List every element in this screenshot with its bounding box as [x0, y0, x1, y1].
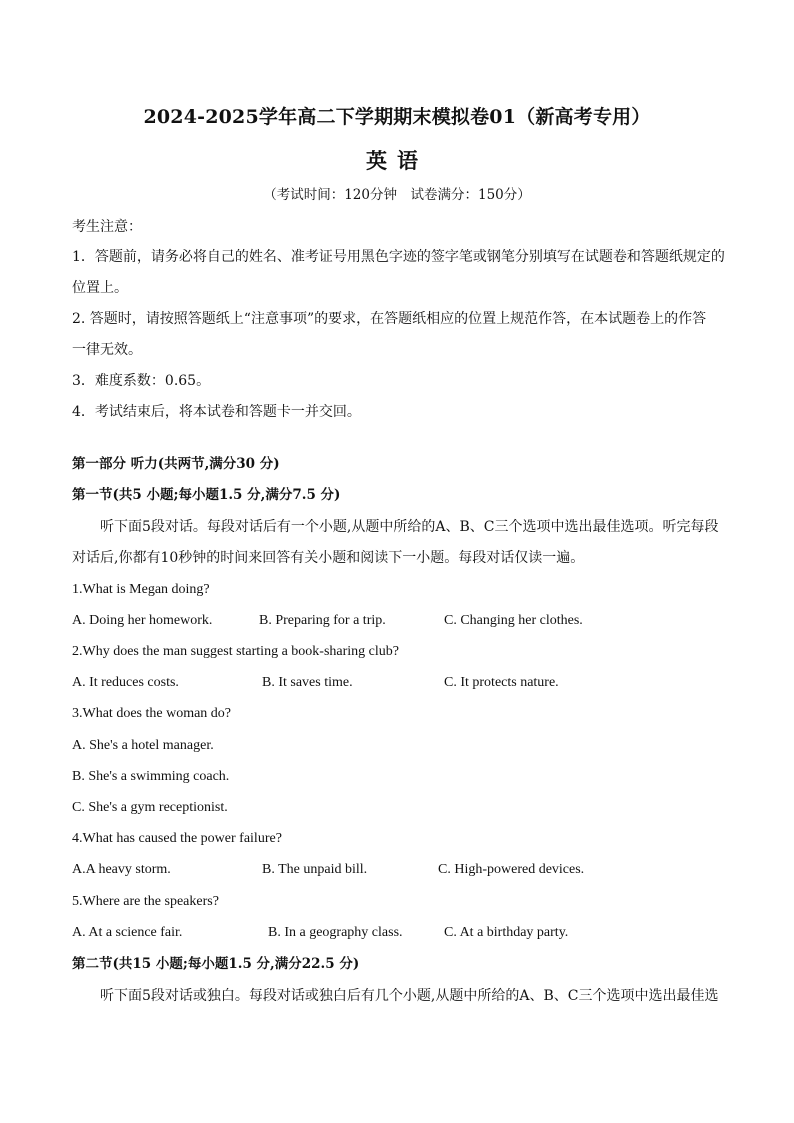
notes-heading: 考生注意： — [72, 219, 142, 235]
question-stem: 3.What does the woman do? — [72, 706, 232, 721]
section-instruction: 对话后,你都有10秒钟的时间来回答有关小题和阅读下一小题。每段对话仅读一遍。 — [72, 550, 585, 566]
note-line: 一律无效。 — [72, 342, 142, 358]
note-line: 1．答题前，请务必将自己的姓名、准考证号用黑色字迹的签字笔或钢笔分别填写在试题卷和答题纸规定的 — [72, 249, 725, 265]
question-option: C. She's a gym receptionist. — [72, 800, 228, 815]
note-line: 2. 答题时，请按照答题纸上“注意事项”的要求，在答题纸相应的位置上规范作答，在本试题卷上的作答 — [72, 311, 707, 327]
section-instruction: 听下面5段对话或独白。每段对话或独白后有几个小题,从题中所给的A、B、C三个选项中选出最佳选 — [100, 988, 719, 1004]
question-option: A.A heavy storm. — [72, 862, 171, 877]
part-heading: 第一部分 听力(共两节,满分30 分) — [72, 456, 280, 472]
question-option: A. Doing her homework. — [72, 613, 213, 628]
section-heading: 第一节(共5 小题;每小题1.5 分,满分7.5 分) — [72, 487, 341, 503]
question-option: C. It protects nature. — [444, 675, 559, 690]
note-line: 位置上。 — [72, 280, 128, 296]
section-instruction: 听下面5段对话。每段对话后有一个小题,从题中所给的A、B、C三个选项中选出最佳选项。听完每段 — [100, 519, 719, 535]
question-option: C. Changing her clothes. — [444, 613, 583, 628]
question-option: B. The unpaid bill. — [262, 862, 368, 877]
note-line: 4．考试结束后，将本试卷和答题卡一并交回。 — [72, 404, 361, 420]
question-option: C. High-powered devices. — [438, 862, 585, 877]
question-stem: 2.Why does the man suggest starting a book-sharing club? — [72, 644, 399, 659]
subject-title — [0, 145, 794, 175]
question-option: A. She's a hotel manager. — [72, 738, 214, 753]
question-option: B. Preparing for a trip. — [259, 613, 386, 628]
section-heading: 第二节(共15 小题;每小题1.5 分,满分22.5 分) — [72, 956, 360, 972]
question-option: B. It saves time. — [262, 675, 353, 690]
subject-text: 英语 — [366, 148, 428, 173]
question-stem: 4.What has caused the power failure? — [72, 831, 282, 846]
question-option: B. She's a swimming coach. — [72, 769, 230, 784]
exam-title: 2024-2025学年高二下学期期末模拟卷01（新高考专用） — [143, 106, 651, 128]
question-option: B. In a geography class. — [268, 925, 403, 940]
note-line: 3．难度系数：0.65。 — [72, 373, 211, 389]
exam-info: （考试时间：120分钟 试卷满分：150分） — [263, 187, 531, 203]
question-option: A. It reduces costs. — [72, 675, 179, 690]
question-stem: 1.What is Megan doing? — [72, 582, 210, 597]
question-option: C. At a birthday party. — [444, 925, 569, 940]
question-stem: 5.Where are the speakers? — [72, 894, 219, 909]
question-option: A. At a science fair. — [72, 925, 183, 940]
